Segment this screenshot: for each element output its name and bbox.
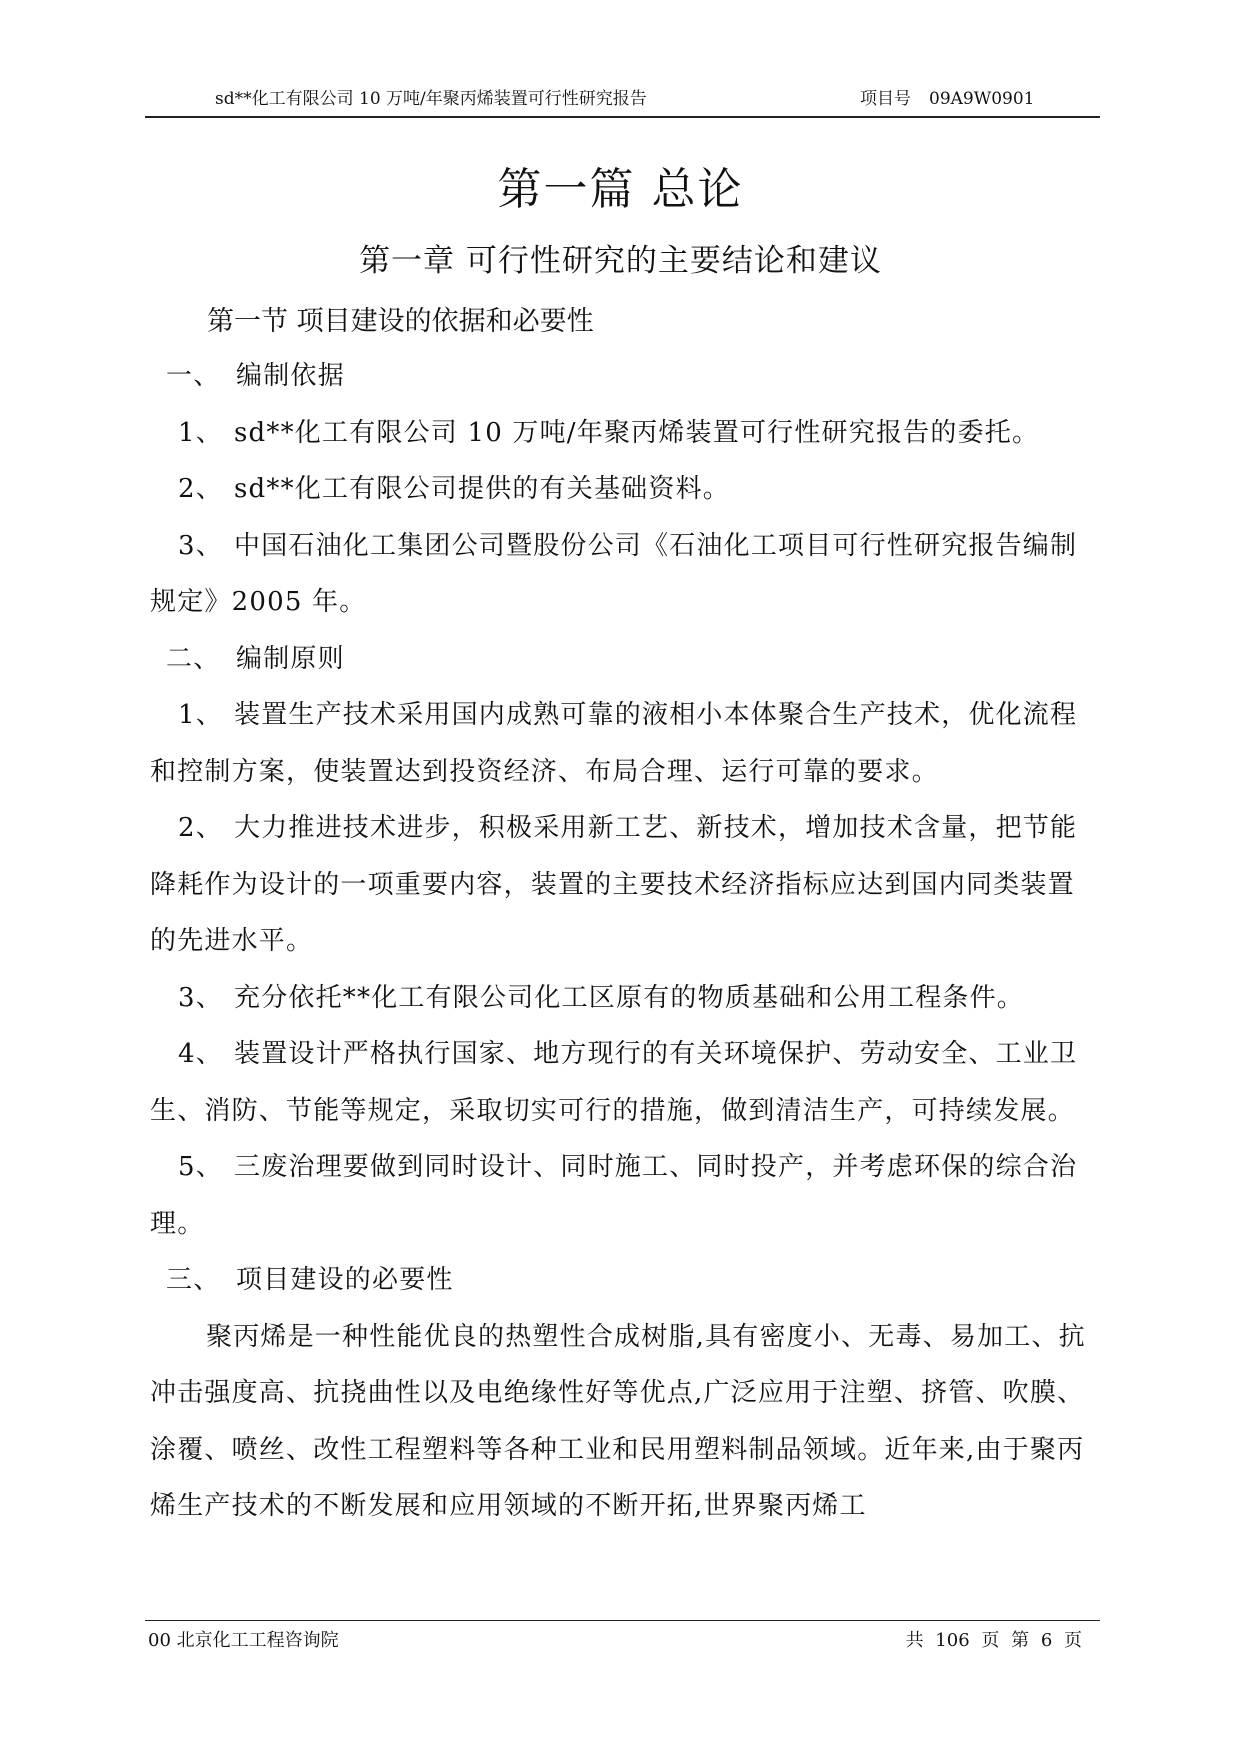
list-item-number: 2、 (178, 813, 223, 843)
list-item-text: 装置生产技术采用国内成熟可靠的液相小本体聚合生产技术，优化流程和控制方案，使装置达到投资经济、布局合理、运行可靠的要求。 (150, 700, 1078, 787)
section-title: 第一节 项目建设的依据和必要性 (207, 306, 594, 337)
list-item-number: 2、 (178, 474, 223, 504)
list-item-number: 1、 (178, 417, 223, 448)
subsection-number: 三、 (166, 1265, 221, 1295)
list-item-number: 5、 (178, 1152, 223, 1182)
list-item-text: 三废治理要做到同时设计、同时施工、同时投产，并考虑环保的综合治理。 (150, 1152, 1078, 1239)
document-body (150, 348, 1095, 1535)
list-item (150, 687, 1095, 800)
subsection-number: 二、 (166, 643, 221, 674)
footer-page-count: 共 106 页 第 6 页 (905, 1630, 1082, 1651)
list-item (150, 1026, 1095, 1139)
page-header (145, 88, 1100, 118)
footer-organization: 00 北京化工工程咨询院 (148, 1630, 339, 1651)
project-number-value: 09A9W0901 (929, 89, 1035, 109)
list-item-text: sd**化工有限公司 10 万吨/年聚丙烯装置可行性研究报告的委托。 (234, 417, 1040, 448)
subsection-heading (150, 631, 1095, 688)
chapter-title: 第一章 可行性研究的主要结论和建议 (359, 243, 882, 279)
list-item-number: 3、 (178, 982, 223, 1013)
list-item-text: 中国石油化工集团公司暨股份公司《石油化工项目可行性研究报告编制规定》2005 年。 (150, 530, 1078, 617)
subsection-title: 编制依据 (236, 361, 345, 391)
list-item (150, 1139, 1095, 1252)
list-item-text: 装置设计严格执行国家、地方现行的有关环境保护、劳动安全、工业卫生、消防、节能等规定，采取切实可行的措施，做到清洁生产，可持续发展。 (150, 1039, 1078, 1126)
list-item-number: 3、 (178, 530, 223, 561)
header-document-title: sd**化工有限公司 10 万吨/年聚丙烯装置可行性研究报告 (215, 89, 647, 109)
list-item (150, 461, 1095, 518)
subsection-number: 一、 (166, 361, 221, 391)
project-number-label: 项目号 (860, 89, 911, 109)
subsection-heading (150, 348, 1095, 405)
list-item (150, 800, 1095, 970)
header-project-number (860, 88, 1034, 110)
list-item-number: 4、 (178, 1039, 223, 1069)
subsection-title: 项目建设的必要性 (236, 1265, 454, 1295)
list-item (150, 970, 1095, 1027)
list-item-number: 1、 (178, 700, 223, 730)
subsection-heading (150, 1252, 1095, 1309)
page-footer (145, 1620, 1100, 1651)
list-item (150, 405, 1095, 462)
list-item-text: 充分依托**化工有限公司化工区原有的物质基础和公用工程条件。 (234, 982, 1025, 1013)
body-paragraph: 聚丙烯是一种性能优良的热塑性合成树脂,具有密度小、无毒、易加工、抗冲击强度高、抗挠曲性以及电绝缘性好等优点,广泛应用于注塑、挤管、吹膜、涂覆、喷丝、改性工程塑料等各种工业和民用塑料制品领域。近年来,由于聚丙烯生产技术的不断发展和应用领域的不断开拓,世界聚丙烯工 (150, 1321, 1086, 1521)
subsection-title: 编制原则 (236, 643, 345, 674)
list-item-text: 大力推进技术进步，积极采用新工艺、新技术，增加技术含量，把节能降耗作为设计的一项重要内容，装置的主要技术经济指标应达到国内同类装置的先进水平。 (150, 813, 1078, 956)
list-item (150, 518, 1095, 631)
list-item-text: sd**化工有限公司提供的有关基础资料。 (234, 474, 730, 504)
part-title: 第一篇 总论 (497, 164, 744, 215)
